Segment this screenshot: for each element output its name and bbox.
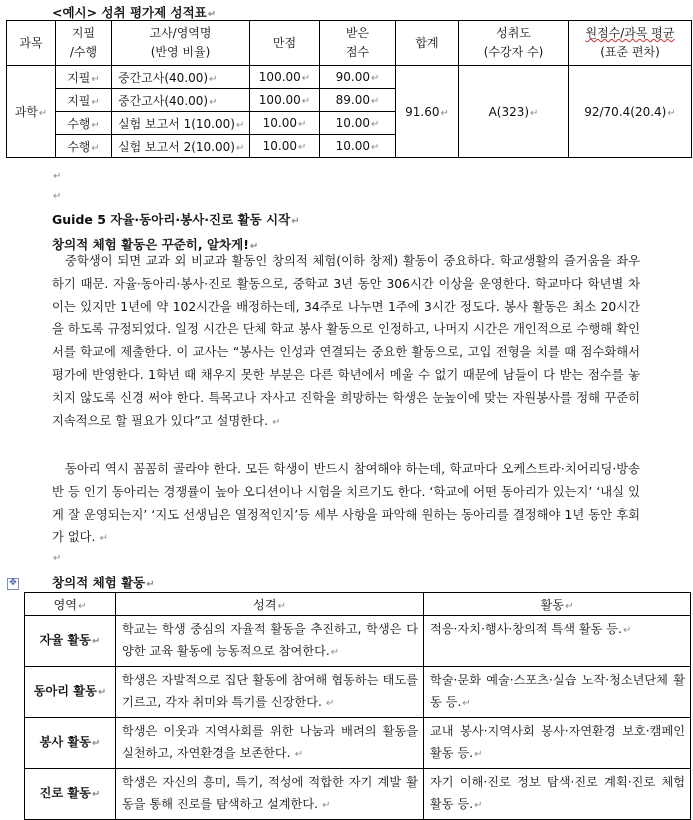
table-row xyxy=(25,667,691,718)
area-cell: 동아리 활동↵ xyxy=(25,667,116,718)
header-area: 영역↵ xyxy=(25,593,116,616)
empty-paragraph-mark: ↵ xyxy=(53,191,62,202)
nature-cell: 학생은 자발적으로 집단 활동에 참여해 협동하는 태도를 기르고, 각자 취미와 특기를 신장한다. ↵ xyxy=(116,667,424,718)
exam-cell: 중간고사(40.00)↵ xyxy=(112,89,250,112)
grade-table-header xyxy=(7,21,692,66)
total-cell: 91.60↵ xyxy=(396,66,459,158)
grade-table xyxy=(6,20,692,158)
got-cell: 10.00↵ xyxy=(320,112,396,135)
full-cell: 10.00↵ xyxy=(250,112,320,135)
table-move-handle-icon[interactable]: ✥ xyxy=(7,578,19,590)
header-full: 만점 xyxy=(250,21,320,66)
table-row xyxy=(7,66,692,89)
header-nature: 성격↵ xyxy=(116,593,424,616)
exam-cell: 중간고사(40.00)↵ xyxy=(112,66,250,89)
got-cell: 90.00↵ xyxy=(320,66,396,89)
table-row xyxy=(25,616,691,667)
body-paragraph-2: 동아리 역시 꼼꼼히 골라야 한다. 모든 학생이 반드시 참여해야 하는데, 학교마다 오케스트라·치어리딩·방송반 등 인기 동아리는 경쟁률이 높아 오디션이나 시험을 치르기도 한다. ‘학교에 어떤 동아리가 있는지’ ‘내실 있게 잘 운영되는지’ ‘지도 선생님은 열정적인지’등 세부 사항을 파악해 원하는 동아리를 결정해야 1년 동안 후회가 없다. ↵ xyxy=(52,462,640,545)
type-cell: 수행↵ xyxy=(56,135,112,158)
empty-paragraph-mark: ↵ xyxy=(53,553,62,564)
header-subject: 과목 xyxy=(7,21,56,66)
empty-paragraph-mark: ↵ xyxy=(53,171,62,182)
got-cell: 89.00↵ xyxy=(320,89,396,112)
activity-table xyxy=(24,592,691,820)
body-paragraph-1: 중학생이 되면 교과 외 비교과 활동인 창의적 체험(이하 창제) 활동이 중요하다. 학교생활의 즐거움을 좌우하기 때문. 자율·동아리·봉사·진로 활동으로, 중학교 3년 동안 306시간 이상을 운영한다. 학교마다 학년별 차이는 있지만 1년에 약 102시간을 배정하는데, 34주로 나누면 1주에 3시간 정도다. 봉사 활동은 최소 20시간을 하도록 규정되었다. 일정 시간은 단체 학교 봉사 활동으로 인정하고, 나머지 시간은 개인적으로 수행해 확인서를 학교에 제출한다. 이 교사는 “봉사는 인성과 연결되는 중요한 활동으로, 고입 전형을 치를 때 점수화해서 평가에 반영한다. 1학년 때 채우지 못한 부분은 다른 학년에서 메울 수 없기 때문에 남들이 다 받는 점수를 놓치지 않도록 신경 써야 한다. 특목고나 자사고 진학을 희망하는 학생은 눈높이에 맞는 자원봉사를 정해 꾸준히 지속적으로 할 필요가 있다”고 설명한다. ↵ xyxy=(52,254,640,428)
header-achievement: 성취도 (수강자 수) xyxy=(459,21,569,66)
table-row xyxy=(25,718,691,769)
area-cell: 자율 활동↵ xyxy=(25,616,116,667)
section-subtitle: 창의적 체험 활동은 꾸준히, 알차게!↵ xyxy=(52,237,259,252)
raw-avg-cell: 92/70.4(20.4)↵ xyxy=(569,66,692,158)
achievement-cell: A(323)↵ xyxy=(459,66,569,158)
header-activity: 활동↵ xyxy=(424,593,691,616)
activity-section-title: 창의적 체험 활동↵ xyxy=(52,575,155,590)
exam-cell: 실험 보고서 2(10.00)↵ xyxy=(112,135,250,158)
header-exam: 고사/영역명 (반영 비율) xyxy=(112,21,250,66)
full-cell: 100.00↵ xyxy=(250,66,320,89)
table-row xyxy=(25,769,691,820)
area-cell: 진로 활동↵ xyxy=(25,769,116,820)
full-cell: 10.00↵ xyxy=(250,135,320,158)
activity-cell: 적응·자치·행사·창의적 특색 활동 등.↵ xyxy=(424,616,691,667)
activity-cell: 학술·문화 예술·스포츠·실습 노작·청소년단체 활동 등.↵ xyxy=(424,667,691,718)
header-raw: 원점수/과목 평균 (표준 편차) xyxy=(569,21,692,66)
header-type: 지필 /수행 xyxy=(56,21,112,66)
got-cell: 10.00↵ xyxy=(320,135,396,158)
nature-cell: 학생은 자신의 흥미, 특기, 적성에 적합한 자기 계발 활동을 통해 진로를 탐색하고 설계한다. ↵ xyxy=(116,769,424,820)
area-cell: 봉사 활동↵ xyxy=(25,718,116,769)
report-card-caption: <예시> 성취 평가제 성적표↵ xyxy=(52,5,217,20)
nature-cell: 학생은 이웃과 지역사회를 위한 나눔과 배려의 활동을 실천하고, 자연환경을 보존한다. ↵ xyxy=(116,718,424,769)
full-cell: 100.00↵ xyxy=(250,89,320,112)
type-cell: 수행↵ xyxy=(56,112,112,135)
activity-cell: 자기 이해·진로 정보 탐색·진로 계획·진로 체험 활동 등.↵ xyxy=(424,769,691,820)
nature-cell: 학교는 학생 중심의 자율적 활동을 추진하고, 학생은 다양한 교육 활동에 능동적으로 참여한다.↵ xyxy=(116,616,424,667)
exam-cell: 실험 보고서 1(10.00)↵ xyxy=(112,112,250,135)
activity-cell: 교내 봉사·지역사회 봉사·자연환경 보호·캠페인 활동 등.↵ xyxy=(424,718,691,769)
header-total: 합계 xyxy=(396,21,459,66)
type-cell: 지필↵ xyxy=(56,66,112,89)
guide-title: Guide 5 자율·동아리·봉사·진로 활동 시작↵ xyxy=(52,212,300,227)
header-got: 받은 점수 xyxy=(320,21,396,66)
type-cell: 지필↵ xyxy=(56,89,112,112)
activity-table-header xyxy=(25,593,691,616)
subject-cell: 과학↵ xyxy=(7,66,56,158)
